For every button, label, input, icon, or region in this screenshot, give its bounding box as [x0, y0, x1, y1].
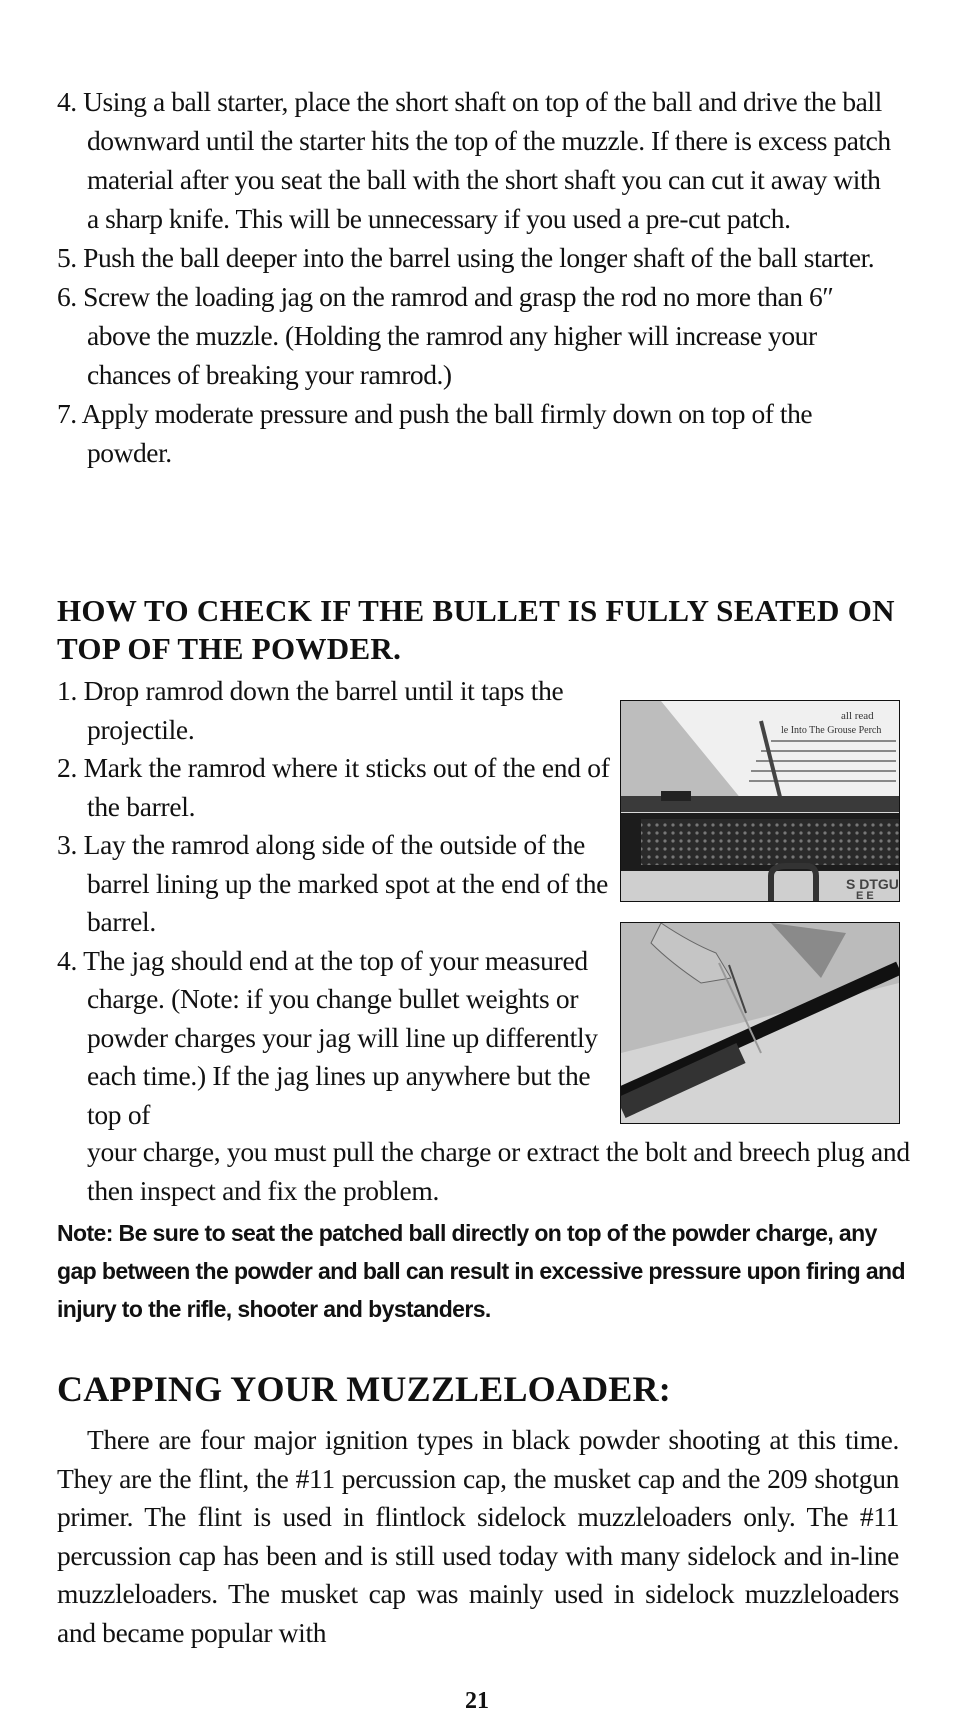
- loading-steps-list: [57, 82, 897, 472]
- photo-text: S DTGU: [846, 876, 899, 892]
- section-heading-capping: CAPPING YOUR MUZZLELOADER:: [57, 1369, 671, 1409]
- page-number: 21: [465, 1688, 489, 1714]
- list-item: 4. Using a ball starter, place the short shaft on top of the ball and drive the ball downward until the starter hits the top of the muzzle. If there is excess patch material after you seat the ball with the short shaft you can cut it away with a sharp knife. This will be unnecessary if you used a pre-cut patch.: [57, 86, 891, 234]
- list-item: 6. Screw the loading jag on the ramrod and grasp the rod no more than 6″ above the muzzle. (Holding the ramrod any higher will increase your chances of breaking your ramrod.): [57, 281, 834, 390]
- ramrod-marking-photo: [620, 700, 900, 902]
- list-item: 3. Lay the ramrod along side of the outside of the barrel lining up the marked spot at the end of the barrel.: [57, 829, 609, 937]
- photo-text: le Into The Grouse Perch: [781, 725, 882, 736]
- list-item: 2. Mark the ramrod where it sticks out of the end of the barrel.: [57, 752, 610, 822]
- photo-text: E E: [856, 890, 874, 901]
- capping-paragraph: There are four major ignition types in black powder shooting at this time. They are the flint, the #11 percussion cap, the musket cap and the 209 shotgun primer. The flint is used in flintlock sidelock muzzleloaders only. The #11 percussion cap has been and is still used today with many sidelock and in-line muzzleloaders. The musket cap was mainly used in sidelock muzzleloaders and became popular with: [57, 1424, 899, 1648]
- list-item: 5. Push the ball deeper into the barrel using the longer shaft of the ball starter.: [57, 242, 875, 273]
- photo-text: all read: [841, 710, 874, 722]
- warning-note: Note: Be sure to seat the patched ball directly on top of the powder charge, any gap between the powder and ball can result in excessive pressure upon firing and injury to the rifle, shooter and bystanders.: [57, 1220, 905, 1322]
- section-heading-bullet-check: HOW TO CHECK IF THE BULLET IS FULLY SEATED ON TOP OF THE POWDER.: [57, 593, 895, 666]
- list-item: 1. Drop ramrod down the barrel until it taps the projectile.: [57, 675, 564, 745]
- ramrod-alignment-photo: [620, 922, 900, 1124]
- step-continuation: your charge, you must pull the charge or extract the bolt and breech plug and then inspect and fix the problem.: [87, 1136, 910, 1206]
- list-item: 4. The jag should end at the top of your measured charge. (Note: if you change bullet weights or powder charges your jag will line up differently each time.) If the jag lines up anywhere but the top of: [57, 944, 598, 1130]
- check-steps-list: [57, 672, 617, 1134]
- list-item: 7. Apply moderate pressure and push the ball firmly down on top of the powder.: [57, 398, 813, 468]
